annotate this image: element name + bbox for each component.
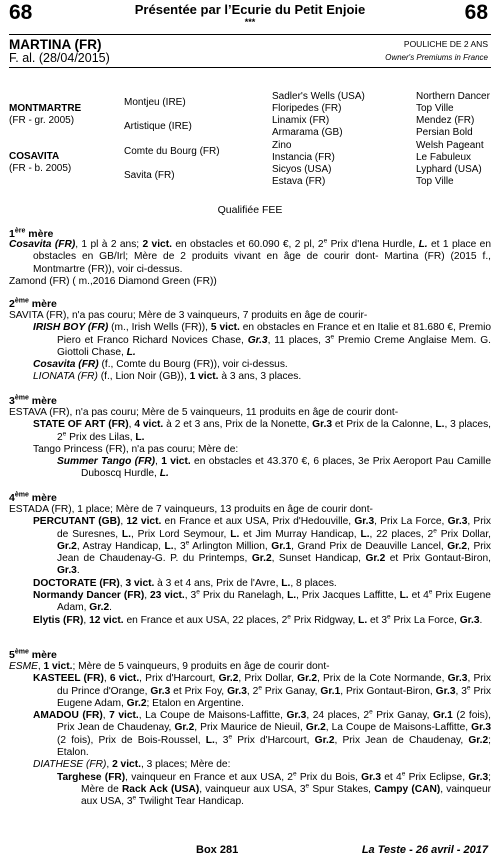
section-3eme-mere: 3ème mère — [9, 394, 57, 407]
gen3-5: Zino — [272, 140, 292, 151]
gen3-6: Instancia (FR) — [272, 152, 335, 163]
gen2-3: Comte du Bourg (FR) — [124, 146, 220, 157]
sire-name: MONTMARTRE — [9, 103, 82, 114]
gen3-4: Armarama (GB) — [272, 127, 343, 138]
section-1ere-mere: 1ère mère — [9, 227, 54, 240]
dam-name: COSAVITA — [9, 151, 60, 162]
gen3-7: Sicyos (USA) — [272, 164, 332, 175]
dam-details: (FR - b. 2005) — [9, 163, 72, 174]
box-number: Box 281 — [196, 844, 239, 856]
gen4-1: Northern Dancer — [416, 91, 490, 102]
section-2eme-mere: 2ème mère — [9, 297, 57, 310]
section-5eme-mere: 5ème mère — [9, 648, 57, 661]
stars: *** — [244, 17, 256, 27]
gen3-2: Floripedes (FR) — [272, 103, 342, 114]
qualification: Qualifiée FEE — [217, 204, 283, 216]
sire-details: (FR - gr. 2005) — [9, 115, 75, 126]
paragraph-3eme-mere: ESTAVA (FR), n'a pas couru; Mère de 5 vainqueurs, 11 produits en âge de courir dont- STATE OF ART (FR), 4 vict. à 2 et 3 ans, Prix de la Nonette, Gr.3 et Prix de la Calonne, L., 3 places, 2e Prix des Lilas, L. Tango Princess (FR), n'a pas couru; Mère de: Summer Tango (FR), 1 vict. en obstacles et 43.370 €, 6 places, 3e Prix Aeroport Pau Camille Duboscq Hurdle, L. — [9, 407, 491, 480]
lot-number-left: 68 — [9, 1, 33, 24]
gen3-3: Linamix (FR) — [272, 115, 330, 126]
lot-number-right: 68 — [464, 1, 488, 24]
horse-name: MARTINA (FR) — [9, 37, 102, 52]
horse-details: F. al. (28/04/2015) — [9, 51, 110, 65]
gen4-5: Welsh Pageant — [416, 140, 484, 151]
paragraph-2eme-mere: SAVITA (FR), n'a pas couru; Mère de 3 vainqueurs, 7 produits en âge de courir- IRISH BOY (FR) (m., Irish Wells (FR)), 5 vict. en obstacles en France et en Italie et 81.680 €, Premio Piero et Franco Richard Novices Chase, Gr.3, 11 places, 3e Premio Creme Anglaise Mem. G. Giottoli Chase, L. Cosavita (FR) (f., Comte du Bourg (FR)), voir ci-dessus. LIONATA (FR) (f., Lion Noir (GB)), 1 vict. à 3 ans, 3 places. — [9, 310, 492, 383]
event-date: La Teste - 26 avril - 2017 — [361, 844, 488, 856]
paragraph-4eme-mere: ESTADA (FR), 1 place; Mère de 7 vainqueurs, 13 produits en âge de courir dont- PERCUTANT (GB), 12 vict. en France et aux USA, Prix d'Hedouville, Gr.3, Prix La Force, Gr.3, Prix de Suresnes, L., Prix Lord Seymour, L. et Jim Murray Handicap, L., 22 places, 2e Prix Dollar, Gr.2, Astray Handicap, L., 3e Arlington Million, Gr.1, Grand Prix de Deauville Lancel, Gr.2, Prix Jean de Chaudenay-G. P. du Printemps, Gr.2, Sunset Handicap, Gr.2 et Prix Gontaut-Biron, Gr.3. DOCTORATE (FR), 3 vict. à 3 et 4 ans, Prix de l'Avre, L., 8 places. Normandy Dancer (FR), 23 vict., 3e Prix du Ranelagh, L., Prix Jacques Laffitte, L. et 4e Prix Eugene Adam, Gr.2. Elytis (FR), 12 vict. en France et aux USA, 22 places, 2e Prix Ridgway, L. et 3e Prix La Force, Gr.3. — [9, 504, 491, 626]
paragraph-5eme-mere: ESME, 1 vict.; Mère de 5 vainqueurs, 9 produits en âge de courir dont- KASTEEL (FR), 6 vict., Prix d'Harcourt, Gr.2, Prix Dollar, Gr.2, Prix de la Cote Normande, Gr.3, Prix du Prince d'Orange, Gr.3 et Prix Foy, Gr.3, 2e Prix Ganay, Gr.1, Prix Gontaut-Biron, Gr.3, 3e Prix Eugene Adam, Gr.2; Etalon en Argentine. AMADOU (FR), 7 vict., La Coupe de Maisons-Laffitte, Gr.3, 24 places, 2e Prix Ganay, Gr.1 (2 fois), Prix Jean de Chaudenay, Gr.2, Prix Maurice de Nieuil, Gr.2, La Coupe de Maisons-Laffitte, Gr.3 (2 fois), Prix de Bois-Roussel, L., 3e Prix d'Harcourt, Gr.2, Prix Jean de Chaudenay, Gr.2; Etalon. DIATHESE (FR), 2 vict., 3 places; Mère de: Targhese (FR), vainqueur en France et aux USA, 2e Prix du Bois, Gr.3 et 4e Prix Eclipse, Gr.3; Mère de Rack Ack (USA), vainqueur aux USA, 3e Spur Stakes, Campy (CAN), vainqueur aux USA, 3e Twilight Tear Handicap. — [9, 661, 492, 808]
gen4-7: Lyphard (USA) — [416, 164, 482, 175]
section-4eme-mere: 4ème mère — [9, 491, 57, 504]
header-rule — [9, 34, 491, 35]
sex-age: POULICHE DE 2 ANS — [403, 39, 488, 49]
gen4-2: Top Ville — [416, 103, 454, 114]
gen3-8: Estava (FR) — [272, 176, 326, 187]
gen2-1: Montjeu (IRE) — [124, 97, 186, 108]
consignor-title: Présentée par l’Ecurie du Petit Enjoie — [134, 2, 366, 17]
gen2-4: Savita (FR) — [124, 170, 175, 181]
gen4-6: Le Fabuleux — [416, 152, 472, 163]
gen2-2: Artistique (IRE) — [124, 121, 192, 132]
paragraph-1ere-mere: Cosavita (FR), 1 pl à 2 ans; 2 vict. en obstacles et 60.090 €, 2 pl, 2e Prix d'Iena Hurdle, L. et 1 place en obstacles en GB/Irl; Mère de 2 produits vivant en âge de courir dont- Martina (FR) (2015 f., Montmartre (FR)), voir ci-dessus. Zamond (FR) ( m.,2016 Diamond Green (FR)) — [9, 237, 492, 287]
gen3-1: Sadler's Wells (USA) — [272, 91, 365, 102]
horse-rule — [9, 67, 491, 68]
gen4-3: Mendez (FR) — [416, 115, 475, 126]
gen4-8: Top Ville — [416, 176, 454, 187]
gen4-4: Persian Bold — [416, 127, 473, 138]
owners-premiums: Owner's Premiums in France — [385, 53, 488, 62]
